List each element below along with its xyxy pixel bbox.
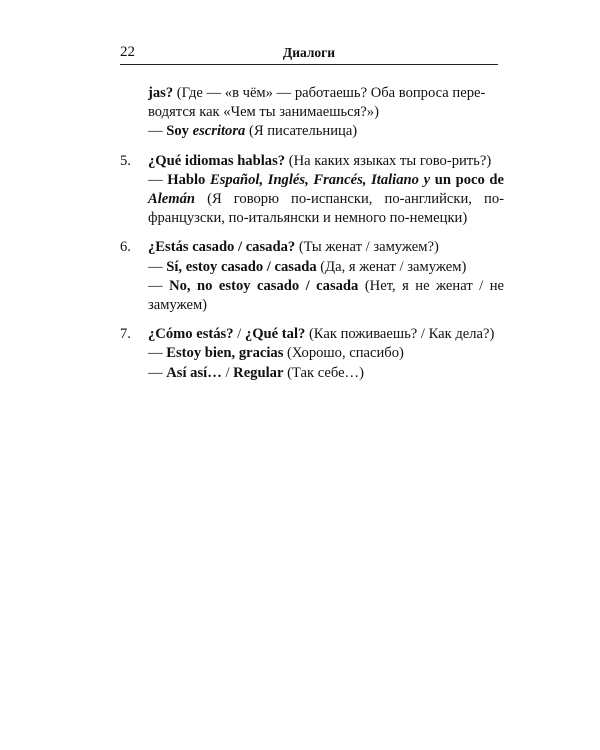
intro-line-2: водятся как «Чем ты занимаешься?») — [148, 104, 379, 121]
running-title: Диалоги — [282, 45, 336, 60]
answer-spanish: un poco de — [430, 171, 505, 188]
answer-translation: (Я писательница) — [245, 123, 358, 140]
answer-spanish: Hablo — [167, 171, 210, 188]
question — [148, 325, 504, 344]
answer-2 — [148, 364, 504, 383]
page-header — [120, 44, 498, 64]
answer-2 — [148, 277, 504, 315]
answer-translation: (Я говорю по-испански, по-английски, по-французски, по-итальянски и немного по-немецки) — [148, 191, 504, 227]
answer-spanish: No, no estoy casado / casada — [169, 277, 359, 294]
answer-translation: (Так себе…) — [283, 364, 364, 381]
question — [148, 152, 504, 171]
answer-spanish-italic: Español, Inglés, Francés, Italiano y — [210, 171, 431, 188]
answer — [148, 171, 504, 229]
dialog-item-6 — [112, 238, 504, 315]
answer-translation: (Хорошо, спасибо) — [283, 345, 404, 362]
item-number: 7. — [120, 326, 131, 343]
dash: — — [148, 258, 167, 275]
answer-spanish: Soy — [166, 123, 189, 140]
question — [148, 238, 504, 257]
question-spanish: ¿Qué tal? — [244, 326, 306, 343]
answer-1 — [148, 344, 504, 363]
intro-spanish-fragment: jas? — [148, 85, 174, 101]
page-body — [112, 84, 504, 383]
answer-translation: (Нет, я не женат / не замужем) — [148, 277, 504, 314]
question-spanish: ¿Cómo estás? — [148, 326, 234, 343]
question-translation: (Как поживаешь? / Как дела?) — [305, 326, 495, 343]
item-number: 5. — [120, 152, 131, 169]
header-rule — [120, 64, 498, 65]
intro-answer — [148, 122, 504, 141]
answer-1 — [148, 258, 504, 277]
dash: — — [148, 364, 167, 381]
dialog-item-5 — [112, 152, 504, 229]
dash: — — [148, 277, 170, 294]
question-spanish: ¿Estás casado / casada? — [148, 239, 296, 256]
answer-spanish: Sí, estoy casado / casada — [166, 258, 317, 275]
intro-line-1 — [148, 84, 504, 103]
answer-spanish-italic: escritora — [192, 123, 246, 140]
page-number: 22 — [120, 44, 135, 60]
answer-spanish: Regular — [233, 364, 284, 381]
dash: — — [148, 171, 168, 188]
answer-spanish: Estoy bien, gracias — [166, 345, 284, 362]
separator: / — [233, 326, 245, 343]
intro-line-1-text: (Где — «в чём» — работаешь? Оба вопроса пере- — [173, 85, 486, 101]
dash: — — [148, 345, 167, 362]
answer-translation: (Да, я женат / замужем) — [316, 258, 467, 275]
question-translation: (На каких языках ты гово-рить?) — [285, 152, 492, 169]
answer-spanish: Así así… — [166, 364, 222, 381]
separator: / — [221, 364, 234, 381]
dialog-item-7 — [112, 325, 504, 383]
dash: — — [148, 123, 167, 140]
answer-spanish-italic: Alemán — [148, 191, 196, 208]
intro-block — [112, 84, 504, 142]
question-translation: (Ты женат / замужем?) — [295, 239, 439, 256]
question-spanish: ¿Qué idiomas hablas? — [148, 152, 286, 169]
item-number: 6. — [120, 239, 131, 256]
